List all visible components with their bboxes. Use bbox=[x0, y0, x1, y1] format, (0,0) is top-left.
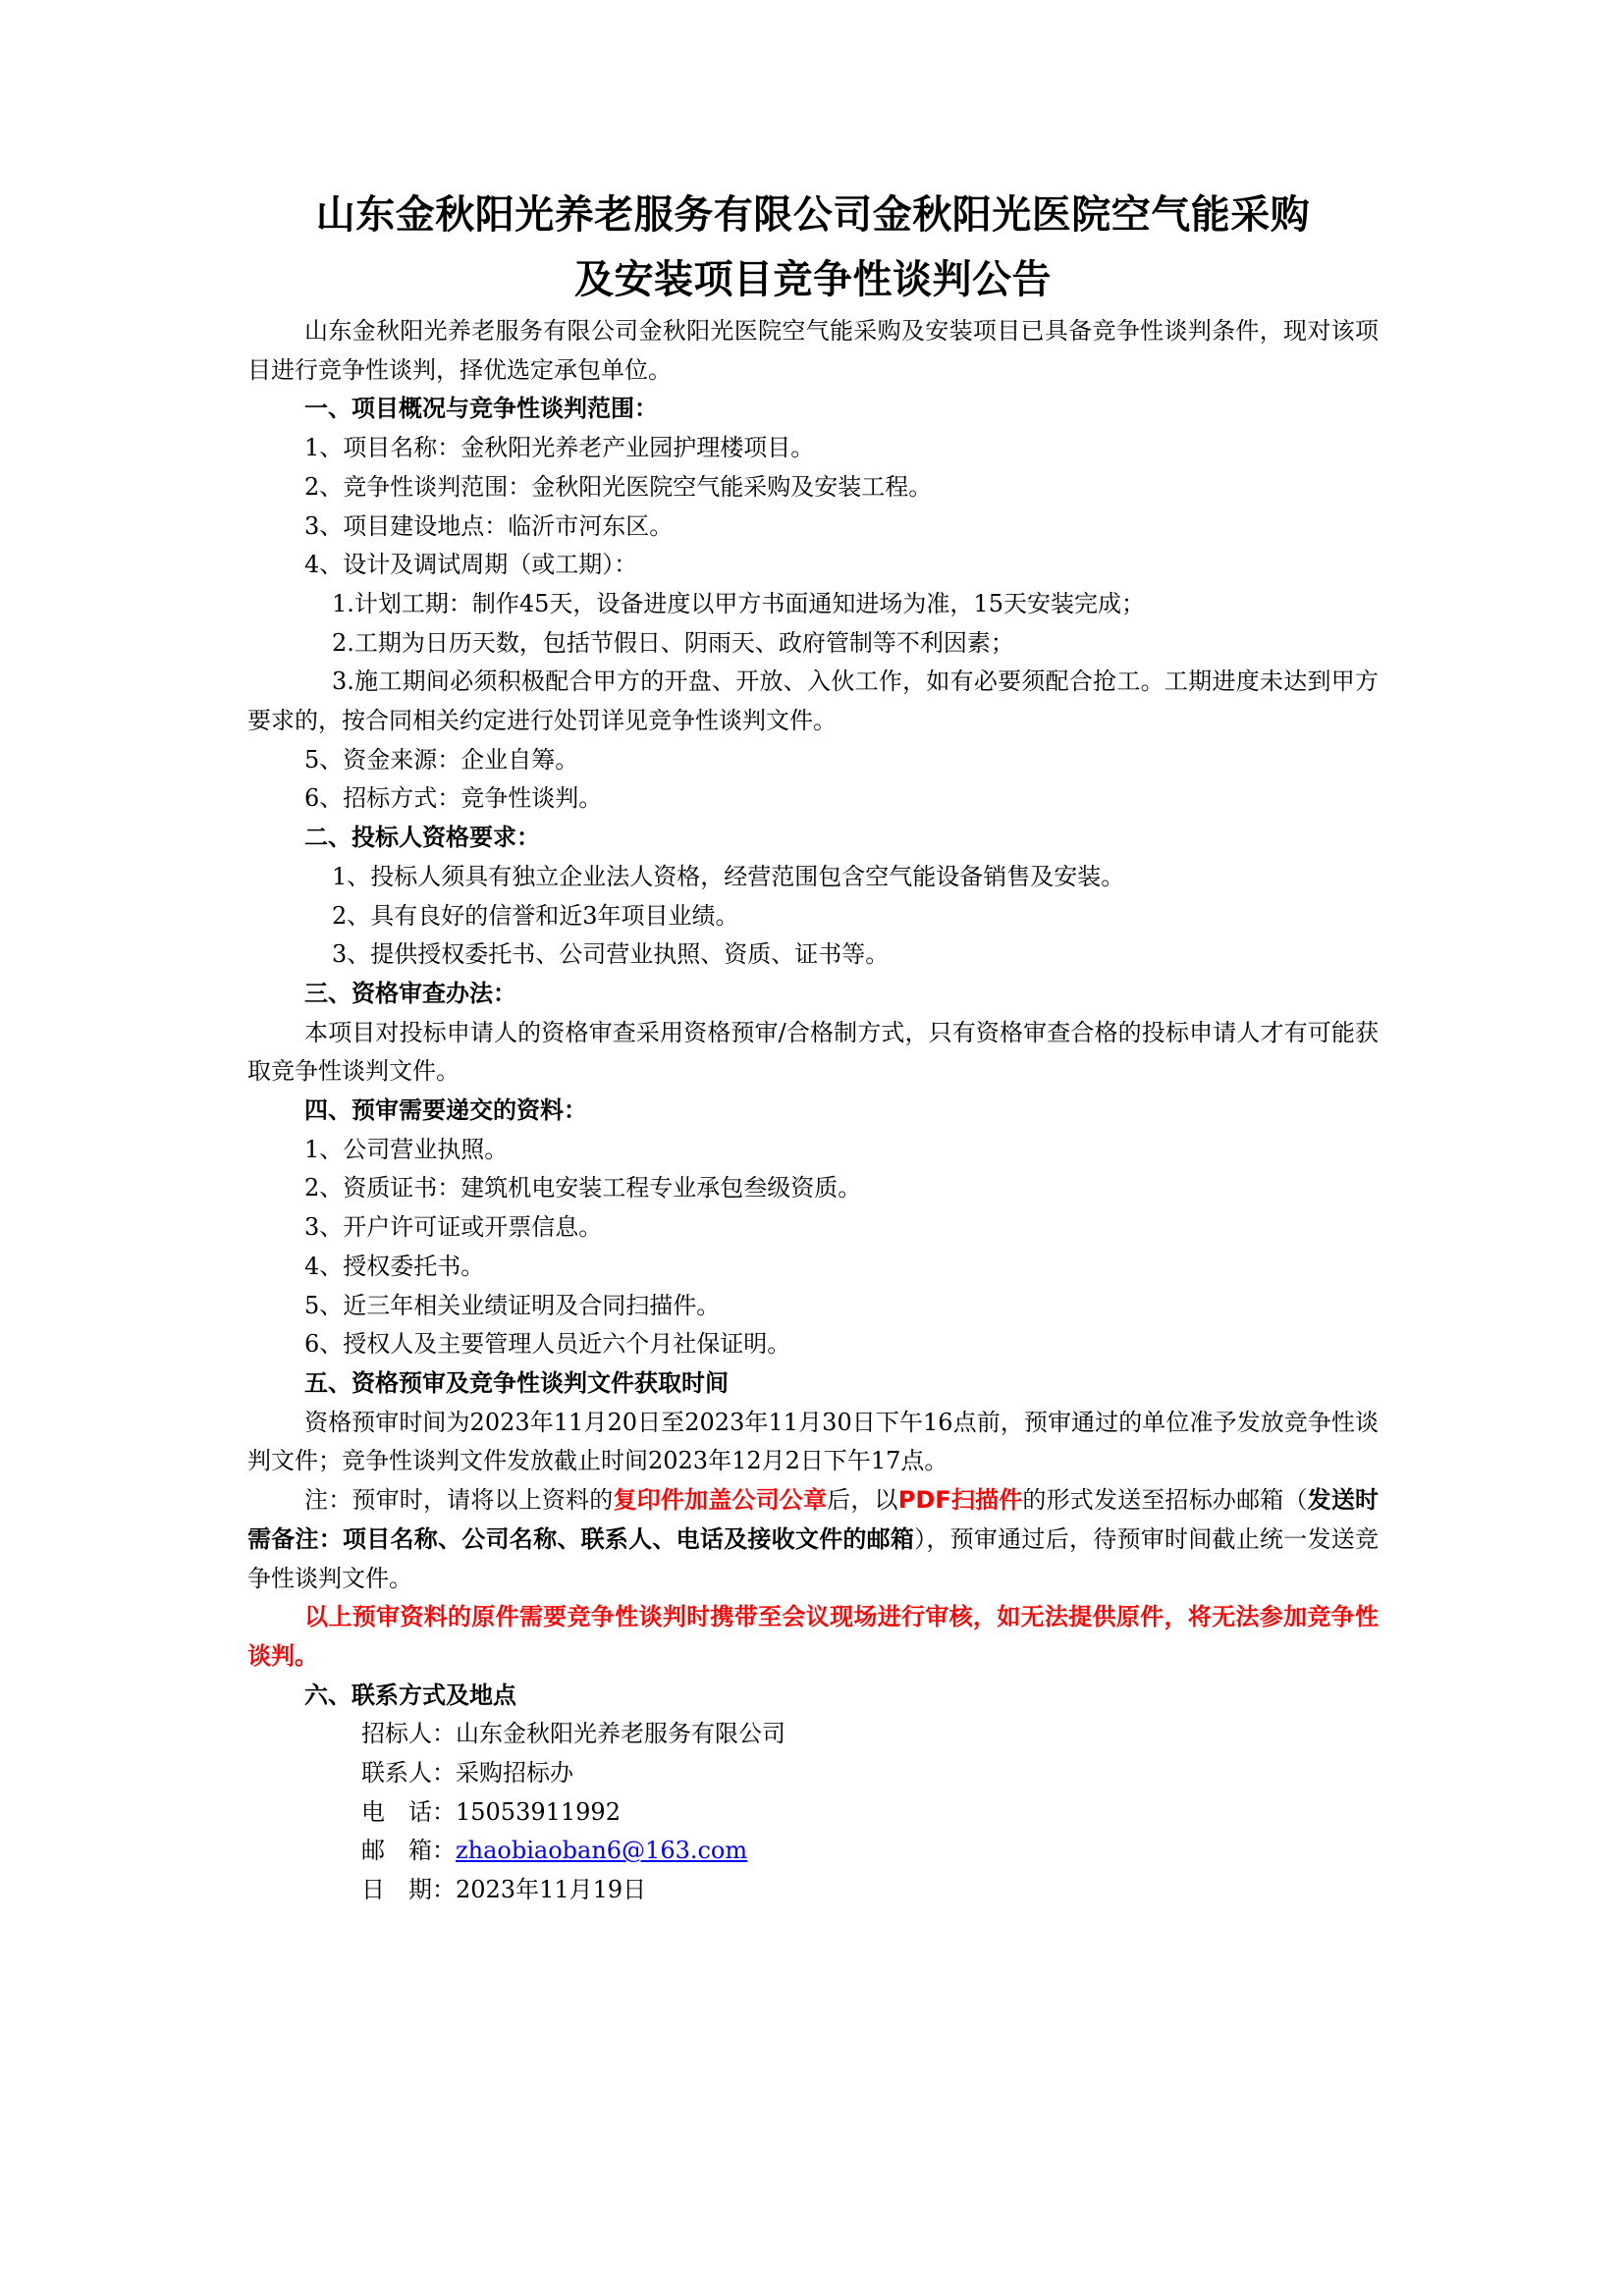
intro-paragraph: 山东金秋阳光养老服务有限公司金秋阳光医院空气能采购及安装项目已具备竞争性谈判条件，现对该项目进行竞争性谈判，择优选定承包单位。 bbox=[247, 317, 1379, 384]
title-line-1: 山东金秋阳光养老服务有限公司金秋阳光医院空气能采购 bbox=[315, 192, 1311, 238]
note-highlight-pdf: PDF扫描件 bbox=[897, 1486, 1023, 1515]
contact-phone bbox=[247, 1793, 1379, 1833]
section-1-sub-item: 1.计划工期：制作45天，设备进度以甲方书面通知进场为准，15天安装完成； bbox=[332, 589, 1145, 617]
section-4-item: 6、授权人及主要管理人员近六个月社保证明。 bbox=[304, 1330, 791, 1359]
contact-label: 日 期： bbox=[361, 1876, 456, 1904]
announcement-date: 2023年11月19日 bbox=[456, 1876, 647, 1904]
contact-label: 邮 箱： bbox=[361, 1837, 456, 1865]
contact-label: 招标人： bbox=[361, 1720, 456, 1748]
section-1-item: 1、项目名称：金秋阳光养老产业园护理楼项目。 bbox=[304, 434, 815, 462]
phone-number: 15053911992 bbox=[456, 1797, 621, 1826]
section-4-item: 3、开户许可证或开票信息。 bbox=[304, 1213, 603, 1242]
section-2-item: 1、投标人须具有独立企业法人资格，经营范围包含空气能设备销售及安装。 bbox=[332, 862, 1125, 890]
note-bold-remark: 发送时需备注：项目名称、公司名称、联系人、电话及接收文件的邮箱 bbox=[247, 1486, 1380, 1553]
section-1-item: 4、设计及调试周期（或工期）： bbox=[304, 551, 638, 579]
section-4-item: 1、公司营业执照。 bbox=[304, 1135, 509, 1163]
section-6-heading: 六、联系方式及地点 bbox=[304, 1681, 516, 1709]
section-3-paragraph: 本项目对投标申请人的资格审查采用资格预审/合格制方式，只有资格审查合格的投标申请人才有可能获取竞争性谈判文件。 bbox=[247, 1018, 1379, 1086]
section-5-heading: 五、资格预审及竞争性谈判文件获取时间 bbox=[304, 1368, 729, 1397]
contact-date bbox=[247, 1871, 1379, 1910]
contact-person bbox=[247, 1754, 1379, 1793]
contact-value: 采购招标办 bbox=[456, 1759, 573, 1788]
section-1-item: 5、资金来源：企业自筹。 bbox=[304, 745, 579, 774]
section-2-item: 2、具有良好的信誉和近3年项目业绩。 bbox=[332, 901, 739, 930]
section-1-sub-item: 3.施工期间必须积极配合甲方的开盘、开放、入伙工作，如有必要须配合抢工。工期进度未达到甲方要求的，按合同相关约定进行处罚详见竞争性谈判文件。 bbox=[247, 667, 1379, 735]
email-link[interactable]: zhaobiaoban6@163.com bbox=[456, 1837, 748, 1865]
section-4-item: 5、近三年相关业绩证明及合同扫描件。 bbox=[304, 1291, 721, 1319]
note-text: ），预审通过后，待预审时间截止统一发送竞争性谈判文件。 bbox=[247, 1524, 1380, 1592]
section-1-item: 3、项目建设地点：临沂市河东区。 bbox=[304, 511, 674, 540]
section-2-item: 3、提供授权委托书、公司营业执照、资质、证书等。 bbox=[332, 940, 890, 969]
section-4-heading: 四、预审需要递交的资料： bbox=[304, 1096, 587, 1125]
note-text: 注：预审时，请将以上资料的 bbox=[304, 1486, 614, 1515]
section-1-sub-item: 2.工期为日历天数，包括节假日、阴雨天、政府管制等不利因素； bbox=[332, 628, 1014, 657]
section-1-item: 6、招标方式：竞争性谈判。 bbox=[304, 784, 603, 813]
note-highlight-seal: 复印件加盖公司公章 bbox=[613, 1486, 828, 1515]
title-line-2: 及安装项目竞争性谈判公告 bbox=[574, 257, 1052, 302]
section-4-item: 2、资质证书：建筑机电安装工程专业承包叁级资质。 bbox=[304, 1174, 862, 1202]
contact-tenderer bbox=[247, 1715, 1379, 1754]
section-5-warning: 以上预审资料的原件需要竞争性谈判时携带至会议现场进行审核，如无法提供原件，将无法参加竞争性谈判。 bbox=[247, 1603, 1379, 1670]
section-3-heading: 三、资格审查办法： bbox=[304, 979, 516, 1007]
section-5-paragraph: 资格预审时间为2023年11月20日至2023年11月30日下午16点前，预审通过的单位准予发放竞争性谈判文件；竞争性谈判文件发放截止时间2023年12月2日下午17点。 bbox=[247, 1408, 1379, 1475]
section-1-heading: 一、项目概况与竞争性谈判范围： bbox=[304, 395, 658, 423]
contact-value: 山东金秋阳光养老服务有限公司 bbox=[456, 1720, 785, 1748]
note-text: 后，以 bbox=[827, 1486, 898, 1515]
document-title bbox=[247, 183, 1379, 312]
section-2-heading: 二、投标人资格要求： bbox=[304, 824, 540, 852]
contact-label: 联系人： bbox=[361, 1759, 456, 1788]
section-4-item: 4、授权委托书。 bbox=[304, 1252, 485, 1280]
section-1-item: 2、竞争性谈判范围：金秋阳光医院空气能采购及安装工程。 bbox=[304, 472, 933, 501]
contact-email bbox=[247, 1832, 1379, 1871]
contact-label: 电 话： bbox=[361, 1797, 456, 1826]
note-text: 的形式发送至招标办邮箱（ bbox=[1022, 1486, 1308, 1515]
section-5-note bbox=[247, 1481, 1379, 1598]
document-body bbox=[247, 312, 1379, 1910]
